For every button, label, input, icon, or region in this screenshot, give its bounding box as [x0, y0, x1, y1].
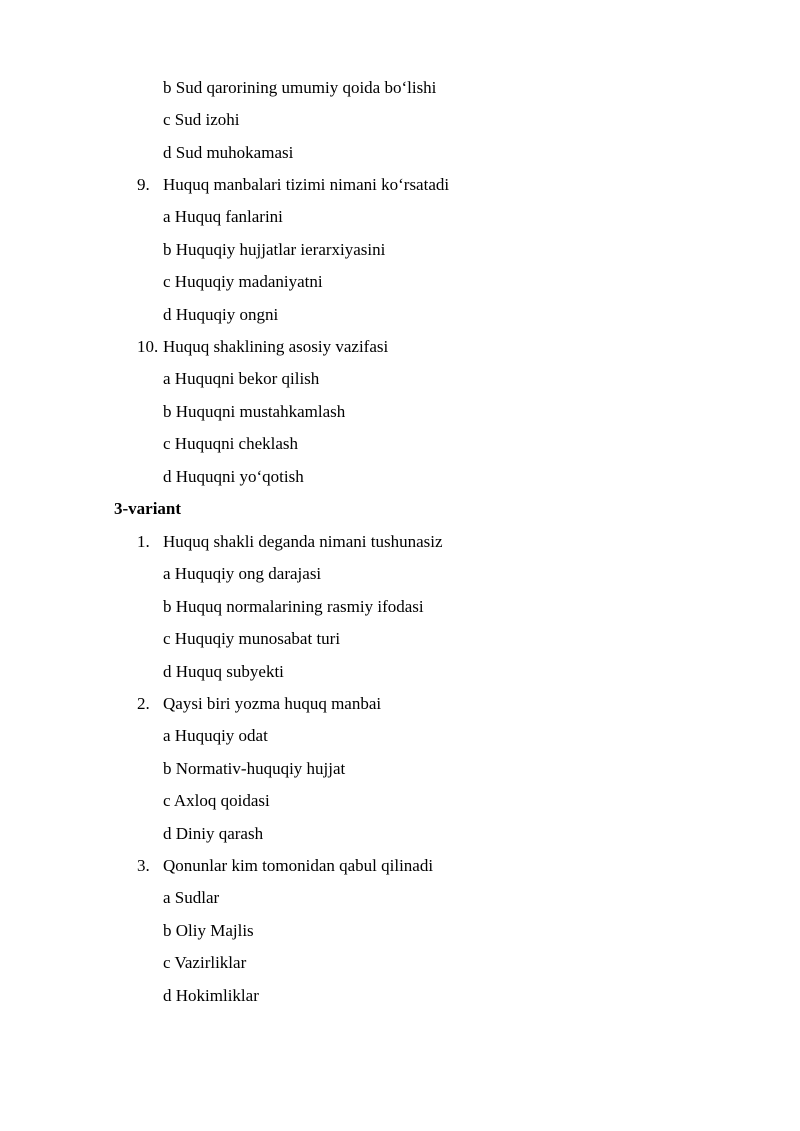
option-item: c Vazirliklar — [163, 953, 247, 972]
question-item — [0, 854, 800, 878]
option-item: b Huquqni mustahkamlash — [163, 402, 346, 421]
question-text: Huquq shaklining asosiy vazifasi — [163, 337, 389, 356]
question-number: 10. — [137, 337, 159, 356]
option-item: b Normativ-huquqiy hujjat — [163, 759, 346, 778]
question-text: Huquq shakli deganda nimani tushunasiz — [163, 532, 443, 551]
question-item — [0, 335, 800, 359]
option-item: c Sud izohi — [163, 110, 240, 129]
option-item: a Sudlar — [163, 888, 220, 907]
question-text: Qonunlar kim tomonidan qabul qilinadi — [163, 856, 434, 875]
option-item: d Huquqiy ongni — [163, 305, 279, 324]
question-number: 3. — [137, 856, 150, 875]
option-item: d Diniy qarash — [163, 824, 264, 843]
option-item: d Huquqni yo‘qotish — [163, 467, 304, 486]
question-item — [0, 692, 800, 716]
option-item: d Huquq subyekti — [163, 662, 284, 681]
option-item: b Oliy Majlis — [163, 921, 254, 940]
option-item: c Huquqni cheklash — [163, 434, 299, 453]
option-item: a Huquqiy ong darajasi — [163, 564, 322, 583]
option-item: c Axloq qoidasi — [163, 791, 270, 810]
question-number: 1. — [137, 532, 150, 551]
question-item — [0, 173, 800, 197]
question-number: 2. — [137, 694, 150, 713]
question-number: 9. — [137, 175, 150, 194]
question-text: Qaysi biri yozma huquq manbai — [163, 694, 382, 713]
option-item: d Sud muhokamasi — [163, 143, 294, 162]
option-item: a Huquq fanlarini — [163, 207, 283, 226]
option-item: b Huquq normalarining rasmiy ifodasi — [163, 597, 424, 616]
option-item: a Huquqni bekor qilish — [163, 369, 320, 388]
option-item: a Huquqiy odat — [163, 726, 268, 745]
option-item: c Huquqiy munosabat turi — [163, 629, 341, 648]
question-item — [0, 530, 800, 554]
option-item: b Huquqiy hujjatlar ierarxiyasini — [163, 240, 386, 259]
section-heading: 3-variant — [114, 499, 182, 518]
question-text: Huquq manbalari tizimi nimani ko‘rsatadi — [163, 175, 450, 194]
option-item: c Huquqiy madaniyatni — [163, 272, 323, 291]
option-item: d Hokimliklar — [163, 986, 259, 1005]
option-item: b Sud qarorining umumiy qoida bo‘lishi — [163, 78, 437, 97]
